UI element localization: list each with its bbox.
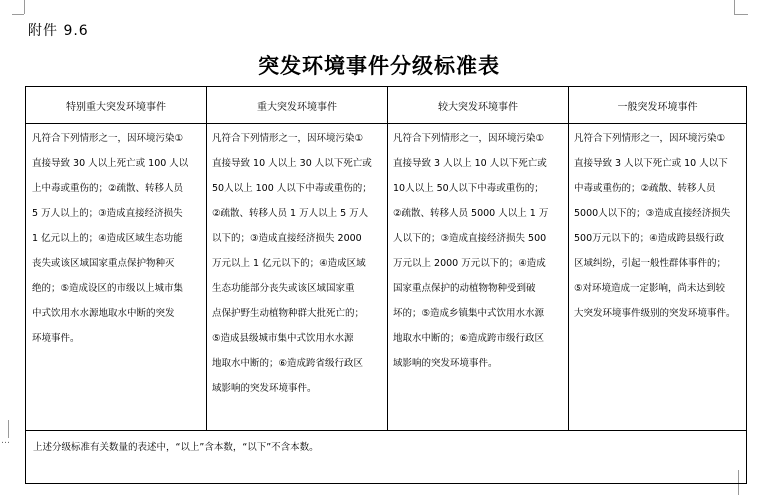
- header-label: 较大突发环境事件: [438, 101, 518, 113]
- criteria-line: ⑤造成县级城市集中式饮用水水源: [212, 333, 354, 344]
- criteria-line: 1 亿元以上的；④造成区域生态功能: [32, 233, 183, 244]
- criteria-line: 直接导致 3 人以上 10 人以下死亡或: [393, 158, 547, 169]
- criteria-line: 凡符合下列情形之一，因环境污染①: [32, 133, 184, 144]
- criteria-line: 10人以上 50人以下中毒或重伤的；: [393, 183, 544, 194]
- criteria-line: 域影响的突发环境事件。: [393, 358, 498, 369]
- criteria-line: 环境事件。: [32, 333, 80, 344]
- grading-table: [25, 86, 747, 484]
- criteria-general: [574, 126, 744, 326]
- criteria-line: 地取水中断的；⑥造成跨市级行政区: [393, 333, 545, 344]
- criteria-line: 凡符合下列情形之一，因环境污染①: [212, 133, 364, 144]
- criteria-line: 区域纠纷，引起一般性群体事件的；: [574, 258, 727, 269]
- criteria-especially-major: [32, 126, 204, 351]
- criteria-line: 直接导致 30 人以上死亡或 100 人以: [32, 158, 189, 169]
- criteria-line: 直接导致 3 人以下死亡或 10 人以下: [574, 158, 728, 169]
- column-divider: [206, 87, 207, 430]
- header-divider: [26, 123, 746, 124]
- criteria-line: 万元以上 1 亿元以下的；④造成区域: [212, 258, 366, 269]
- criteria-line: 大突发环境事件级别的突发环境事件。: [574, 308, 736, 319]
- criteria-major: [212, 126, 386, 401]
- crop-mark: [734, 14, 748, 15]
- margin-mark: …: [1, 436, 10, 446]
- criteria-line: 中毒或重伤的；②疏散、转移人员: [574, 183, 716, 194]
- criteria-line: ②疏散、转移人员 5000 人以上 1 万: [393, 208, 549, 219]
- criteria-line: 凡符合下列情形之一，因环境污染①: [574, 133, 726, 144]
- criteria-line: 5000人以下的；③造成直接经济损失: [574, 208, 731, 219]
- crop-mark: [12, 14, 24, 15]
- criteria-line: ⑤对环境造成一定影响，尚未达到较: [574, 283, 726, 294]
- criteria-larger: [393, 126, 567, 376]
- criteria-line: 国家重点保护的动植物物种受到破: [393, 283, 536, 294]
- criteria-line: 5 万人以上的；③造成直接经济损失: [32, 208, 183, 219]
- criteria-line: 地取水中断的；⑥造成跨省级行政区: [212, 358, 364, 369]
- criteria-line: 50人以上 100 人以下中毒或重伤的；: [212, 183, 372, 194]
- criteria-line: ②疏散、转移人员 1 万人以上 5 万人: [212, 208, 369, 219]
- column-divider: [387, 87, 388, 430]
- header-especially-major: [26, 87, 206, 123]
- header-label: 特别重大突发环境事件: [66, 101, 166, 113]
- criteria-line: 绝的；⑤造成设区的市级以上城市集: [32, 283, 184, 294]
- criteria-line: 以下的；③造成直接经济损失 2000: [212, 233, 362, 244]
- crop-mark: [24, 0, 25, 14]
- criteria-line: 域影响的突发环境事件。: [212, 383, 317, 394]
- column-divider: [568, 87, 569, 430]
- criteria-line: 丧失或该区域国家重点保护物种灭: [32, 258, 175, 269]
- crop-mark: [734, 0, 735, 14]
- table-note: 上述分级标准有关数量的表述中，“以上”含本数，“以下”不含本数。: [33, 442, 319, 453]
- criteria-line: 中式饮用水水源地取水中断的突发: [32, 308, 175, 319]
- criteria-line: 生态功能部分丧失或该区域国家重: [212, 283, 355, 294]
- criteria-line: 凡符合下列情形之一，因环境污染①: [393, 133, 545, 144]
- note-divider: [26, 430, 746, 431]
- criteria-line: 人以下的；③造成直接经济损失 500: [393, 233, 547, 244]
- header-label: 一般突发环境事件: [617, 101, 698, 113]
- criteria-line: 万元以上 2000 万元以下的；④造成: [393, 258, 546, 269]
- criteria-line: 坏的；⑤造成乡镇集中式饮用水水源: [393, 308, 545, 319]
- header-major: [207, 87, 387, 123]
- page-title: 突发环境事件分级标准表: [258, 53, 500, 78]
- criteria-line: 500万元以下的；④造成跨县级行政: [574, 233, 725, 244]
- criteria-line: 上中毒或重伤的；②疏散、转移人员: [32, 183, 184, 194]
- criteria-line: 点保护野生动植物种群大批死亡的；: [212, 308, 365, 319]
- appendix-label: 附件 9.6: [28, 23, 89, 39]
- header-general: [569, 87, 746, 123]
- header-label: 重大突发环境事件: [257, 101, 337, 113]
- criteria-line: 直接导致 10 人以上 30 人以下死亡或: [212, 158, 372, 169]
- header-larger: [388, 87, 568, 123]
